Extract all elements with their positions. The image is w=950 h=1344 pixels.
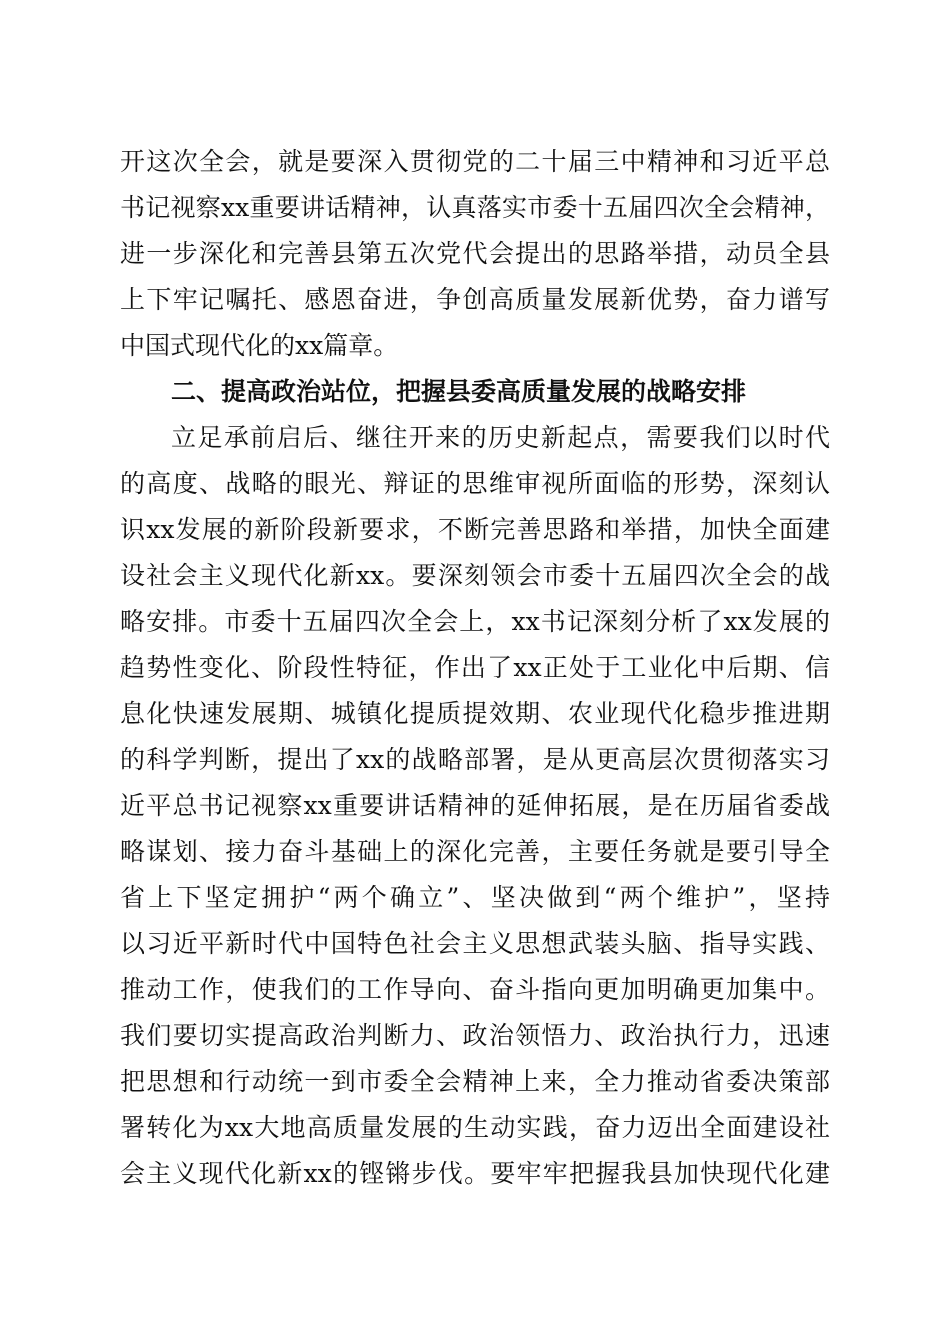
paragraph-line: 署转化为xx大地高质量发展的生动实践，奋力迈出全面建设社 bbox=[120, 1113, 830, 1142]
paragraph-line: 趋势性变化、阶段性特征，作出了xx正处于工业化中后期、信 bbox=[120, 653, 830, 682]
paragraph-line: 识xx发展的新阶段新要求，不断完善思路和举措，加快全面建 bbox=[120, 515, 830, 544]
section-heading: 二、提高政治站位，把握县委高质量发展的战略安排 bbox=[171, 377, 747, 406]
paragraph-line: 上下牢记嘱托、感恩奋进，争创高质量发展新优势，奋力谱写 bbox=[120, 285, 830, 314]
paragraph-line: 书记视察xx重要讲话精神，认真落实市委十五届四次全会精神， bbox=[120, 193, 830, 222]
paragraph-line: 我们要切实提高政治判断力、政治领悟力、政治执行力，迅速 bbox=[120, 1021, 830, 1050]
paragraph-line: 开这次全会，就是要深入贯彻党的二十届三中精神和习近平总 bbox=[120, 147, 830, 176]
paragraph-line: 以习近平新时代中国特色社会主义思想武装头脑、指导实践、 bbox=[120, 929, 830, 958]
paragraph-line: 的高度、战略的眼光、辩证的思维审视所面临的形势，深刻认 bbox=[120, 469, 830, 498]
paragraph-line: 立足承前启后、继往开来的历史新起点，需要我们以时代 bbox=[171, 423, 830, 452]
paragraph-line: 设社会主义现代化新xx。要深刻领会市委十五届四次全会的战 bbox=[120, 561, 830, 590]
paragraph-line: 略谋划、接力奋斗基础上的深化完善，主要任务就是要引导全 bbox=[120, 837, 830, 866]
paragraph-line: 把思想和行动统一到市委全会精神上来，全力推动省委决策部 bbox=[120, 1067, 830, 1096]
paragraph-line: 推动工作，使我们的工作导向、奋斗指向更加明确更加集中。 bbox=[120, 975, 830, 1004]
paragraph-line: 进一步深化和完善县第五次党代会提出的思路举措，动员全县 bbox=[120, 239, 830, 268]
paragraph-line: 近平总书记视察xx重要讲话精神的延伸拓展，是在历届省委战 bbox=[120, 791, 830, 820]
paragraph-line: 会主义现代化新xx的铿锵步伐。要牢牢把握我县加快现代化建 bbox=[120, 1159, 830, 1188]
paragraph-line: 略安排。市委十五届四次全会上，xx书记深刻分析了xx发展的 bbox=[120, 607, 830, 636]
paragraph-line: 的科学判断，提出了xx的战略部署，是从更高层次贯彻落实习 bbox=[120, 745, 830, 774]
paragraph-line: 省上下坚定拥护“两个确立”、坚决做到“两个维护”，坚持 bbox=[120, 883, 830, 912]
paragraph-line: 中国式现代化的xx篇章。 bbox=[120, 331, 399, 360]
paragraph-line: 息化快速发展期、城镇化提质提效期、农业现代化稳步推进期 bbox=[120, 699, 830, 728]
